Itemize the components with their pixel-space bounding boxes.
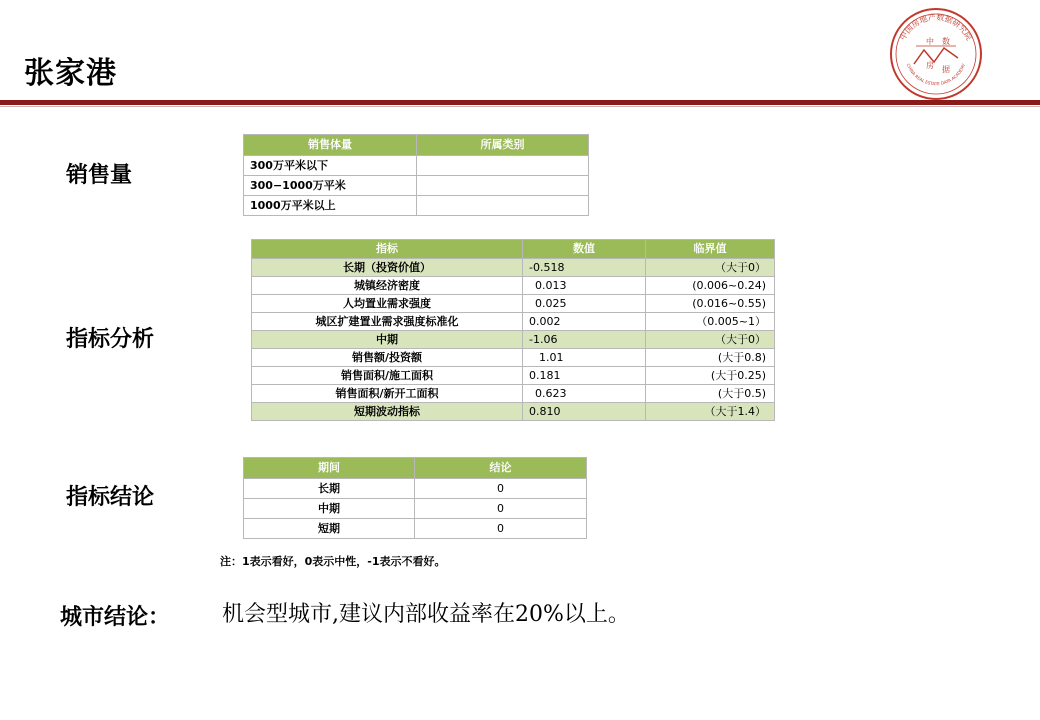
indicator-name: 销售面积/新开工面积 xyxy=(252,385,523,403)
table-row xyxy=(252,331,775,349)
indicator-threshold: (大于0.8) xyxy=(646,349,775,367)
indicator-threshold: （0.005~1） xyxy=(646,313,775,331)
conclusion-header-period: 期间 xyxy=(244,458,415,479)
conclusion-period-cell: 短期 xyxy=(244,519,415,539)
sales-category-cell xyxy=(417,156,589,176)
indicator-threshold: (0.006~0.24) xyxy=(646,277,775,295)
indicator-name: 人均置业需求强度 xyxy=(252,295,523,313)
table-row xyxy=(252,385,775,403)
sales-category-cell xyxy=(417,196,589,216)
city-conclusion-text: 机会型城市,建议内部收益率在20%以上。 xyxy=(222,602,630,627)
table-row xyxy=(252,367,775,385)
indicator-threshold: (0.016~0.55) xyxy=(646,295,775,313)
city-conclusion-label: 城市结论： xyxy=(60,605,171,630)
sales-volume-cell: 1000万平米以上 xyxy=(244,196,417,216)
table-row xyxy=(252,313,775,331)
logo-char-4: 据 xyxy=(942,65,950,74)
conclusion-result-cell: 0 xyxy=(415,479,587,499)
logo-char-1: 中 xyxy=(926,37,934,46)
indicator-name: 销售额/投资额 xyxy=(252,349,523,367)
table-row xyxy=(244,479,587,499)
sales-table xyxy=(243,134,589,216)
table-row xyxy=(244,156,589,176)
indicator-value: 0.181 xyxy=(523,367,646,385)
conclusion-header-result: 结论 xyxy=(415,458,587,479)
indicator-value: 0.025 xyxy=(523,295,646,313)
table-row xyxy=(244,176,589,196)
indicator-name: 长期（投资价值） xyxy=(252,259,523,277)
indicator-threshold: (大于0.25) xyxy=(646,367,775,385)
indicators-header-name: 指标 xyxy=(252,240,523,259)
seal-logo-icon xyxy=(888,6,984,102)
indicator-threshold: （大于1.4） xyxy=(646,403,775,421)
conclusion-period-cell: 长期 xyxy=(244,479,415,499)
indicators-header-threshold: 临界值 xyxy=(646,240,775,259)
indicator-name: 城镇经济密度 xyxy=(252,277,523,295)
table-row xyxy=(252,277,775,295)
indicator-threshold: （大于0） xyxy=(646,259,775,277)
table-row xyxy=(252,295,775,313)
indicator-value: -0.518 xyxy=(523,259,646,277)
indicators-table xyxy=(251,239,775,421)
table-row xyxy=(244,519,587,539)
logo-char-2: 数 xyxy=(942,37,950,46)
indicator-name: 城区扩建置业需求强度标准化 xyxy=(252,313,523,331)
indicator-name: 销售面积/施工面积 xyxy=(252,367,523,385)
table-row xyxy=(244,499,587,519)
indicators-section-label: 指标分析 xyxy=(66,327,155,352)
sales-header-volume: 销售体量 xyxy=(244,135,417,156)
logo-ring-en: CHINA REAL ESTATE DATA ACADEMY xyxy=(905,62,967,87)
indicator-threshold: （大于0） xyxy=(646,331,775,349)
sales-header-category: 所属类别 xyxy=(417,135,589,156)
conclusion-period-cell: 中期 xyxy=(244,499,415,519)
conclusion-result-cell: 0 xyxy=(415,519,587,539)
indicator-value: -1.06 xyxy=(523,331,646,349)
conclusion-section-label: 指标结论 xyxy=(66,485,155,510)
indicator-value: 0.013 xyxy=(523,277,646,295)
indicator-threshold: (大于0.5) xyxy=(646,385,775,403)
page-title: 张家港 xyxy=(24,56,117,91)
sales-category-cell xyxy=(417,176,589,196)
conclusion-table xyxy=(243,457,587,539)
sales-section-label: 销售量 xyxy=(66,163,133,188)
indicator-value: 0.623 xyxy=(523,385,646,403)
sales-volume-cell: 300万平米以下 xyxy=(244,156,417,176)
logo-char-3: 房 xyxy=(926,61,934,70)
header-rule xyxy=(0,100,1040,105)
table-row xyxy=(252,349,775,367)
header-rule-thin xyxy=(0,106,1040,107)
indicator-value: 1.01 xyxy=(523,349,646,367)
table-row xyxy=(244,196,589,216)
indicator-name: 中期 xyxy=(252,331,523,349)
indicator-value: 0.810 xyxy=(523,403,646,421)
table-row xyxy=(252,259,775,277)
legend-note: 注：1表示看好，0表示中性，-1表示不看好。 xyxy=(220,555,446,568)
logo-ring-cn: 中国房地产数据研究院 xyxy=(898,12,974,42)
conclusion-result-cell: 0 xyxy=(415,499,587,519)
table-row xyxy=(252,403,775,421)
svg-text:CHINA REAL ESTATE DATA ACADEMY xyxy=(906,62,967,86)
sales-volume-cell: 300−1000万平米 xyxy=(244,176,417,196)
indicator-name: 短期波动指标 xyxy=(252,403,523,421)
indicators-header-value: 数值 xyxy=(523,240,646,259)
indicator-value: 0.002 xyxy=(523,313,646,331)
